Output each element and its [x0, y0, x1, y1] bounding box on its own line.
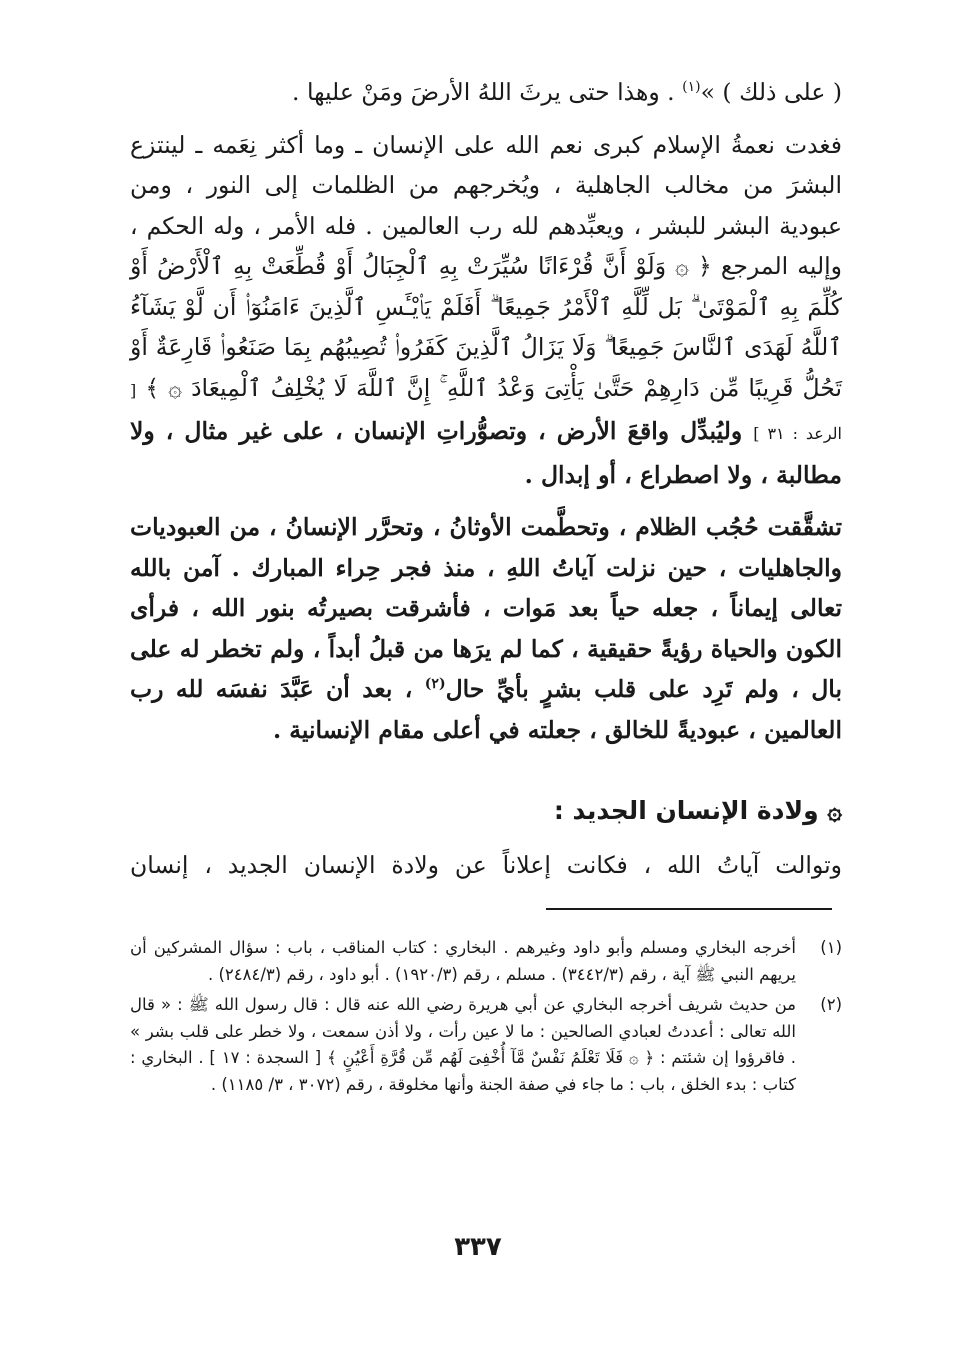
footnote-1-number: (١)	[820, 938, 842, 957]
paragraph-2-body-a: فغدت نعمةُ الإسلام كبرى نعم الله على الإنسان ـ وما أكثر نِعَمه ـ لينتزع البشرَ من مخالب الجاهلية ، ويُخرجهم من الظلمات إلى النور ، ومن عبودية البشر للبشر ، ويعبِّدهم لله رب العالمين . فله الأمر ، وله الحكم ، وإليه المرجع	[130, 130, 842, 280]
footnote-2-text: من حديث شريف أخرجه البخاري عن أبي هريرة رضي الله عنه قال : قال رسول الله ﷺ : « قال الله تعالى : أعددتُ لعبادي الصالحين : ما لا عين رأت ، ولا أذن سمعت ، ولا خطر على قلب بشر » . فاقرؤوا إن شئتم : ﴿ ۞ فَلَا تَعْلَمُ نَفْسٌ مَّآ أُخْفِىَ لَهُم مِّن قُرَّةِ أَعْيُنٍ ﴾ [ السجدة : ١٧ ] . البخاري : كتاب : بدء الخلق ، باب : ما جاء في صفة الجنة وأنها مخلوقة ، رقم (٣٠٧٢ ، ٣/ ١١٨٥) .	[130, 995, 797, 1094]
section-heading: ۞ ولادة الإنسان الجديد :	[553, 796, 842, 825]
footnote-2-number: (٢)	[820, 995, 842, 1014]
footnote-ref-2[interactable]: (٢)	[424, 676, 446, 693]
paragraph-1-lead: ( على ذلك ) »	[700, 78, 842, 106]
footnote-1	[130, 935, 842, 988]
footnotes	[130, 935, 842, 1102]
footnote-2	[130, 992, 842, 1098]
footnote-divider	[546, 908, 832, 910]
surah-reference: [ الرعد : ٣١ ]	[130, 380, 843, 443]
continuation-line: وتوالت آياتُ الله ، فكانت إعلاناً عن ولادة الإنسان الجديد ، إنسان	[130, 851, 842, 879]
main-text	[130, 72, 842, 750]
paragraph-2	[130, 125, 842, 496]
quran-verse-raad-31: ﴿ ۞ وَلَوْ أَنَّ قُرْءَانًا سُيِّرَتْ بِهِ ٱلْجِبَالُ أَوْ قُطِّعَتْ بِهِ ٱلْأَرْضُ أَوْ كُلِّمَ بِهِ ٱلْمَوْتَىٰ ۗ بَل لِّلَّهِ ٱلْأَمْرُ جَمِيعًا ۗ أَفَلَمْ يَا۟يْـَٔسِ ٱلَّذِينَ ءَامَنُوٓا۟ أَن لَّوْ يَشَآءُ ٱللَّهُ لَهَدَى ٱلنَّاسَ جَمِيعًا ۗ وَلَا يَزَالُ ٱلَّذِينَ كَفَرُوا۟ تُصِيبُهُم بِمَا صَنَعُوا۟ قَارِعَةٌ أَوْ تَحُلُّ قَرِيبًا مِّن دَارِهِمْ حَتَّىٰ يَأْتِىَ وَعْدُ ٱللَّهِ ۚ إِنَّ ٱللَّهَ لَا يُخْلِفُ ٱلْمِيعَادَ ۞ ﴾	[130, 252, 842, 402]
paragraph-3	[130, 507, 842, 750]
paragraph-3-text-b: ، بعد أن عَبَّدَ نفسَه لله رب العالمين ، عبوديةً للخالق ، جعلته في أعلى مقام الإنسانية .	[130, 675, 842, 744]
paragraph-1-lead-end: . وهذا حتى يرثَ اللهُ الأرضَ ومَنْ عليها .	[292, 78, 683, 106]
footnote-ref-1[interactable]: (١)	[682, 79, 701, 96]
paragraph-3-text-a: تشقَّقت حُجُب الظلام ، وتحطَّمت الأوثانُ ، وتحرَّر الإنسانُ ، من العبوديات والجاهليات ، حين نزلت آياتُ اللهِ ، منذ فجر حِراء المبارك . آمن بالله تعالى إيماناً ، جعله حياً بعد مَوات ، فأشرقت بصيرتُه بنور الله ، فرأى الكون والحياة رؤيةً حقيقية ، كما لم يرَها من قبلُ أبداً ، ولم تخطر له على بال ، ولم تَرِد على قلب بشرٍ بأيِّ حال	[130, 513, 842, 703]
page-number: ٣٣٧	[454, 1232, 502, 1262]
paragraph-1	[130, 72, 842, 113]
paragraph-2-body-b: وليُبدِّل واقعَ الأرض ، وتصوُّراتِ الإنسان ، على غير مثال ، ولا مطالبة ، ولا اصطراع ، أو إبدال .	[130, 417, 842, 489]
footnote-1-text: أخرجه البخاري ومسلم وأبو داود وغيرهم . البخاري : كتاب المناقب ، باب : سؤال المشركين أن يريهم النبي ﷺ آية ، رقم (٣٤٤٢/٣) . مسلم ، رقم (١٩٢٠/٣) . أبو داود ، رقم (٢٤٨٤/٣) .	[130, 938, 796, 984]
